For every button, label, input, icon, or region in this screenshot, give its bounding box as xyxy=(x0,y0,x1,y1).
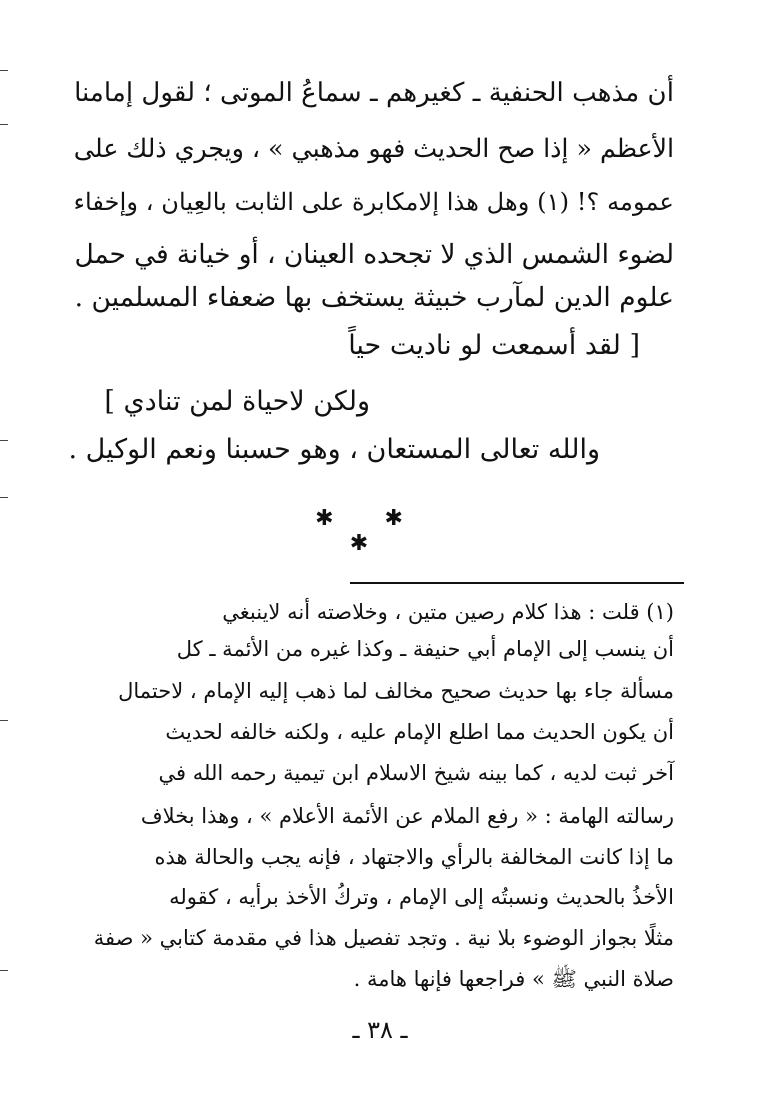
footnote-line: أن يكون الحديث مما اطلع الإمام عليه ، ولكنه خالفه لحديث xyxy=(165,720,674,744)
footnote-line: آخر ثبت لديه ، كما بينه شيخ الاسلام ابن تيمية رحمه الله في xyxy=(158,761,674,785)
section-separator: ✱ ✱ ✱ xyxy=(315,506,425,556)
footnote-line: ما إذا كانت المخالفة بالرأي والاجتهاد ، فإنه يجب والحالة هذه xyxy=(154,845,674,869)
margin-mark xyxy=(0,720,8,721)
margin-mark xyxy=(0,70,8,71)
footnote-line: مثلًا بجواز الوضوء بلا نية . وتجد تفصيل هذا في مقدمة كتابي « صفة xyxy=(93,926,674,950)
footnote-divider xyxy=(350,582,684,584)
margin-mark xyxy=(0,440,8,441)
margin-mark xyxy=(0,497,8,498)
footnote-line: رسالته الهامة : « رفع الملام عن الأئمة الأعلام » ، وهذا بخلاف xyxy=(140,804,674,828)
main-text-line: عمومه ؟! (١) وهل هذا إلامكابرة على الثابت بالعِيان ، وإخفاء xyxy=(73,188,674,216)
main-text-line: أن مذهب الحنفية ـ كغيرهم ـ سماعُ الموتى ؛ لقول إمامنا xyxy=(74,78,674,108)
margin-mark xyxy=(0,124,8,125)
verse-line-1: [ لقد أسمعت لو ناديت حياً xyxy=(348,330,640,361)
main-text-line: لضوء الشمس الذي لا تجحده العينان ، أو خيانة في حمل xyxy=(74,240,674,270)
footnote-line: مسألة جاء بها حديث صحيح مخالف لما ذهب إليه الإمام ، لاحتمال xyxy=(118,679,674,703)
margin-mark xyxy=(0,970,8,971)
page-number: ـ ٣٨ ـ xyxy=(352,1016,408,1044)
main-text-line: الأعظم « إذا صح الحديث فهو مذهبي » ، ويجري ذلك على xyxy=(73,134,674,163)
footnote-line: الأخذُ بالحديث ونسبتُه إلى الإمام ، وتركُ الأخذ برأيه ، كقوله xyxy=(169,885,674,909)
verse-line-2: ولكن لاحياة لمن تنادي ] xyxy=(104,386,370,417)
footnote-line: أن ينسب إلى الإمام أبي حنيفة ـ وكذا غيره من الأئمة ـ كل xyxy=(176,637,674,661)
main-text-line: علوم الدين لمآرب خبيثة يستخف بها ضعفاء المسلمين . xyxy=(74,282,674,313)
footnote-line: صلاة النبي ﷺ » فراجعها فإنها هامة . xyxy=(353,967,674,991)
footnote-line: (١) قلت : هذا كلام رصين متين ، وخلاصته أنه لاينبغي xyxy=(222,600,674,624)
closing-line: والله تعالى المستعان ، وهو حسبنا ونعم الوكيل . xyxy=(68,434,600,465)
